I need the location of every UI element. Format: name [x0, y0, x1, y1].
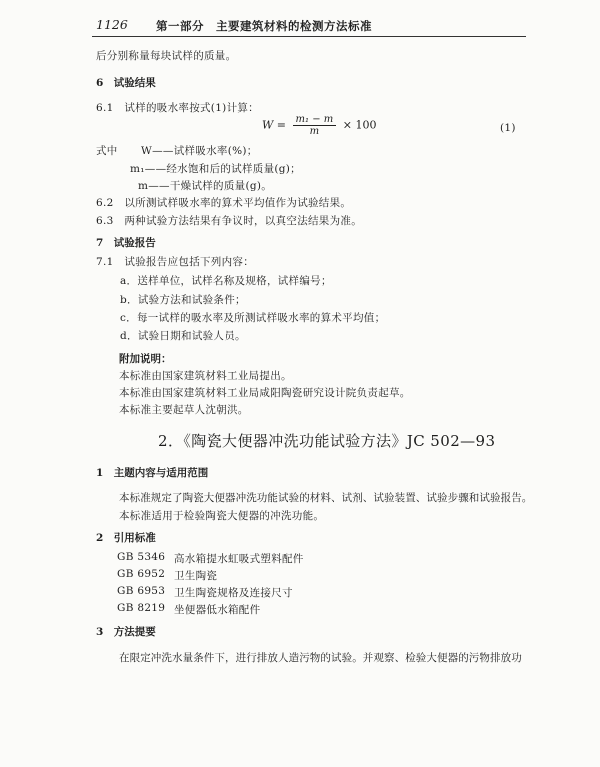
item-6-3: 6.3 两种试验方法结果有争议时，以真空法结果为准。: [96, 215, 362, 227]
section-7-heading: 7 试验报告: [96, 237, 156, 249]
ref-title-1: 高水箱提水虹吸式塑料配件: [174, 553, 304, 565]
formula-1: [262, 114, 376, 137]
doc2-s3-line-1: 在限定冲洗水量条件下，进行排放人造污物的试验。并观察、检验大便器的污物排放功: [119, 652, 522, 664]
page-number: 1126: [96, 17, 128, 32]
doc2-section-2-heading: 2 引用标准: [96, 532, 156, 544]
list-item-d: d．试验日期和试验人员。: [120, 330, 246, 342]
ref-title-4: 坐便器低水箱配件: [174, 604, 261, 616]
def-w: W——试样吸水率(%)；: [141, 145, 258, 157]
ref-code-4: GB 8219: [117, 602, 166, 614]
ref-title-2: 卫生陶瓷: [174, 570, 218, 582]
ref-code-3: GB 6953: [117, 585, 166, 597]
section-6-heading: 6 试验结果: [96, 77, 156, 89]
header-rule: [92, 36, 526, 37]
item-7-1: 7.1 试验报告应包括下列内容：: [96, 256, 254, 268]
where-label: 式中: [96, 145, 118, 157]
doc2-s1-line-1: 本标准规定了陶瓷大便器冲洗功能试验的材料、试剂、试验装置、试验步骤和试验报告。: [119, 492, 533, 504]
list-item-c: c．每一试样的吸水率及所测试样吸水率的算术平均值；: [120, 312, 386, 324]
notes-line-3: 本标准主要起草人沈朝洪。: [119, 404, 249, 416]
equation-number: (1): [500, 122, 516, 134]
doc2-section-3-heading: 3 方法提要: [96, 626, 156, 638]
intro-line: 后分别称量每块试样的质量。: [96, 50, 237, 62]
list-item-a: a．送样单位，试样名称及规格，试样编号；: [120, 275, 332, 287]
doc2-title: 2．《陶瓷大便器冲洗功能试验方法》JC 502—93: [158, 432, 496, 450]
ref-title-3: 卫生陶瓷规格及连接尺寸: [174, 587, 293, 599]
ref-code-1: GB 5346: [117, 551, 166, 563]
def-m: m——干燥试样的质量(g)。: [138, 180, 273, 192]
list-item-b: b．试验方法和试验条件；: [120, 294, 246, 306]
formula-lhs: W =: [262, 118, 287, 132]
running-title: 第一部分 主要建筑材料的检测方法标准: [156, 19, 372, 33]
doc2-section-1-heading: 1 主题内容与适用范围: [96, 467, 209, 479]
notes-heading: 附加说明：: [119, 353, 172, 365]
formula-denominator: m: [309, 126, 320, 137]
notes-line-1: 本标准由国家建筑材料工业局提出。: [119, 370, 292, 382]
item-6-1: 6.1 试样的吸水率按式(1)计算：: [96, 102, 259, 114]
doc2-s1-line-2: 本标准适用于检验陶瓷大便器的冲洗功能。: [119, 510, 325, 522]
ref-code-2: GB 6952: [117, 568, 166, 580]
formula-numerator: m₁ − m: [293, 114, 337, 126]
notes-line-2: 本标准由国家建筑材料工业局咸阳陶瓷研究设计院负责起草。: [119, 387, 411, 399]
item-6-2: 6.2 以所测试样吸水率的算术平均值作为试验结果。: [96, 197, 352, 209]
def-m1: m₁——经水饱和后的试样质量(g)；: [130, 163, 301, 175]
formula-fraction: [293, 114, 337, 137]
formula-rhs: × 100: [342, 118, 377, 132]
